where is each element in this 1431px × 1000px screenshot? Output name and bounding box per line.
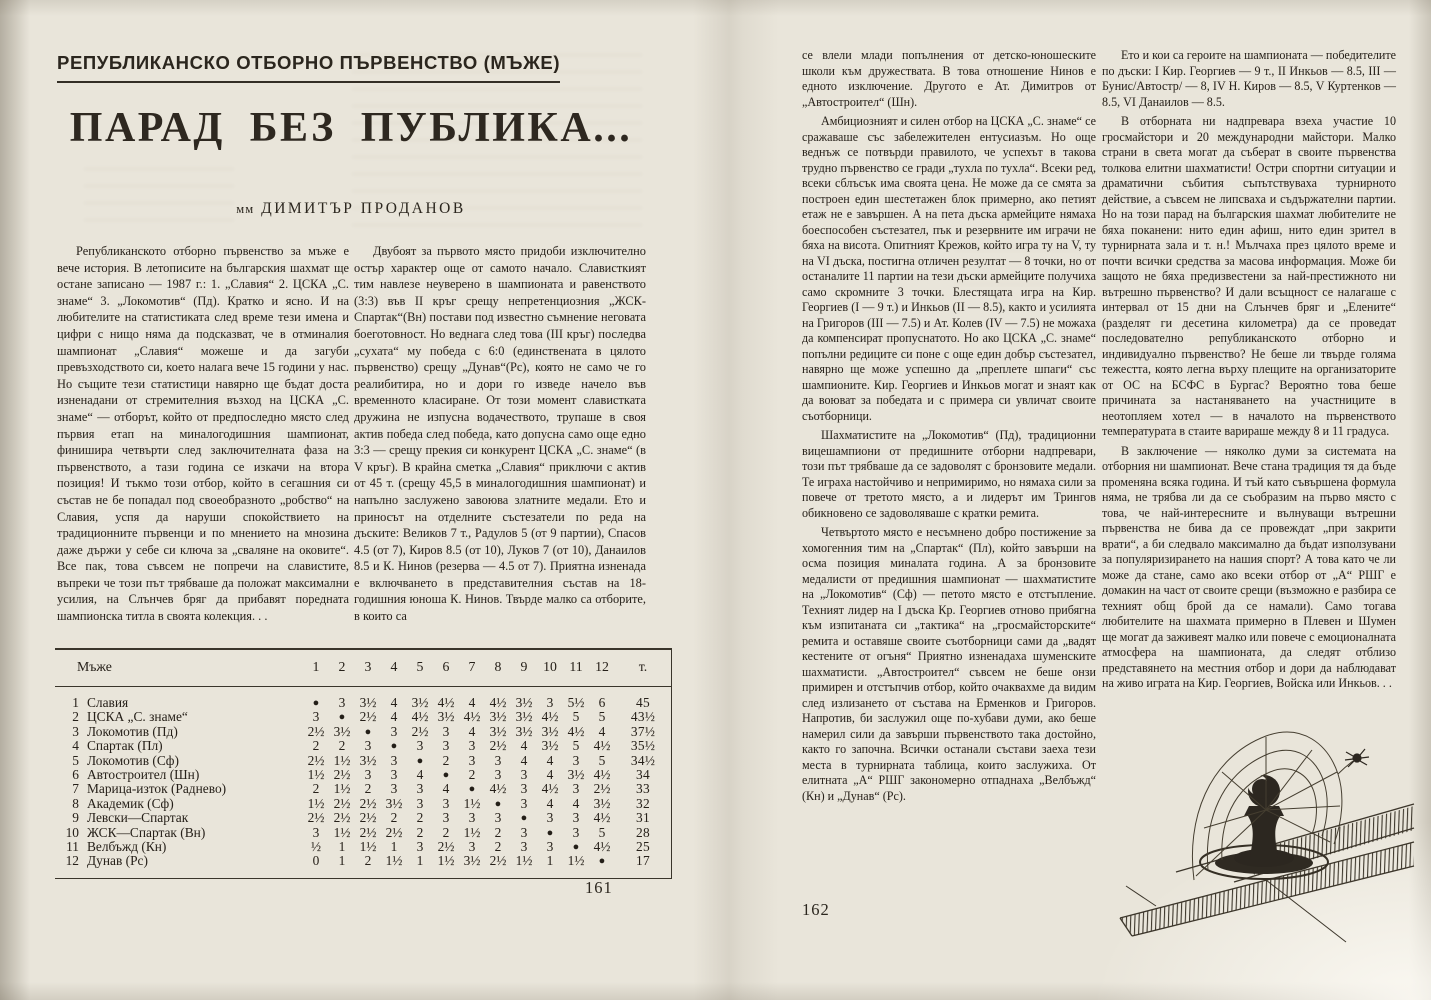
team-name-cell bbox=[55, 754, 303, 768]
score-cell: 3 bbox=[494, 810, 502, 826]
score-cell: 5½ bbox=[567, 695, 585, 710]
score-cell: 4½ bbox=[411, 709, 429, 725]
team-name-cell bbox=[55, 826, 303, 840]
score-cell: 4½ bbox=[541, 781, 559, 797]
team-name: ЦСКА „С. знаме“ bbox=[87, 709, 188, 725]
score-cell: 3½ bbox=[515, 695, 533, 710]
team-name: Славия bbox=[87, 695, 129, 710]
score-cell: 3 bbox=[442, 810, 450, 826]
right-page-column-2 bbox=[1102, 48, 1396, 692]
self-game-dot: ● bbox=[598, 855, 606, 868]
score-cell: 2½ bbox=[359, 810, 377, 826]
total-points-cell: 25 bbox=[636, 839, 650, 855]
table-row bbox=[55, 768, 672, 782]
score-cell: 3 bbox=[520, 767, 528, 783]
score-cell: 3 bbox=[468, 839, 476, 855]
scan-edge-shadow-bottom bbox=[0, 982, 1431, 1000]
total-points-cell: 45 bbox=[636, 695, 650, 710]
score-cell: 3 bbox=[520, 839, 528, 855]
team-name: Марица-изток (Раднево) bbox=[87, 781, 227, 797]
paragraph: В отборната ни надпревара взеха участие 10 гросмайстори и 20 международни майстори. Малко страни в света могат да съберат в своите първенства толкова елитни шахматисти! Остри спортни ситуации и драматични събития съпътствуваха турнирното действие, а съвсем не липсваха и съдържателни партии. Но на този парад на българския шахмат любителите не бяха поканени: нито един афиш, нито един зрител в турнирната зала и т. н.! Мълчаха през цялото време и почти всички средства за масова информация. Може би защото не бяха предизвестени за най-престижното ни вътрешно първенство? И дали всъщност се налагаше с интервал от 15 дни на Слънчев бряг и „Елените“ (разделят ги десетина километра) да се проведат последователно републиканското отборно и индивидуално първенство? Не беше ли твърде голяма тежестта, която легна върху плещите на организаторите от ОС на БСФС в Бургас? Вероятно това беше причината за настаняването на участниците в неотопляем хотел — в началото на първенството температурата в стаите варираше между 8 и 11 градуса. bbox=[1102, 114, 1396, 438]
score-cell: 3½ bbox=[333, 723, 351, 739]
column-header-round: 8 bbox=[485, 649, 511, 687]
score-cell: 2½ bbox=[489, 853, 507, 869]
total-points-cell: 35½ bbox=[630, 738, 656, 754]
pawn-cobweb-illustration bbox=[1116, 710, 1418, 944]
team-name-cell bbox=[55, 710, 303, 724]
column-header-round: 11 bbox=[563, 649, 589, 687]
team-name-cell bbox=[55, 797, 303, 811]
total-points-cell: 31 bbox=[636, 810, 650, 826]
team-name-cell bbox=[55, 840, 303, 854]
score-cell: ½ bbox=[310, 839, 322, 855]
score-cell: 1 bbox=[338, 853, 346, 869]
results-table-wrap bbox=[55, 648, 672, 879]
team-position: 4 bbox=[72, 738, 79, 754]
score-cell: 3 bbox=[312, 824, 320, 840]
score-cell: 3 bbox=[442, 723, 450, 739]
team-name-cell bbox=[55, 687, 303, 711]
score-cell: 1 bbox=[390, 839, 398, 855]
score-cell: 4 bbox=[546, 767, 554, 783]
team-position: 12 bbox=[65, 853, 79, 869]
score-cell: 3½ bbox=[541, 723, 559, 739]
team-position: 9 bbox=[72, 810, 79, 826]
column-header-round: 10 bbox=[537, 649, 563, 687]
score-cell: 3½ bbox=[541, 738, 559, 754]
score-cell: 4 bbox=[546, 752, 554, 768]
column-header-round: 6 bbox=[433, 649, 459, 687]
team-name: Локомотив (Пд) bbox=[87, 723, 178, 739]
score-cell: 3 bbox=[416, 839, 424, 855]
column-header-round: 12 bbox=[589, 649, 615, 687]
team-position: 7 bbox=[72, 781, 79, 797]
total-points-cell: 37½ bbox=[630, 723, 656, 739]
team-position: 3 bbox=[72, 723, 79, 739]
score-cell: 3 bbox=[442, 738, 450, 754]
score-cell: 4 bbox=[390, 709, 398, 725]
score-cell: 3 bbox=[364, 738, 372, 754]
total-points-cell: 43½ bbox=[630, 709, 656, 725]
score-cell: 4½ bbox=[593, 767, 611, 783]
scan-edge-shadow-top bbox=[0, 0, 1431, 16]
score-cell: 3 bbox=[416, 738, 424, 754]
team-name-cell bbox=[55, 768, 303, 782]
team-position: 10 bbox=[65, 824, 79, 840]
score-cell: 1 bbox=[416, 853, 424, 869]
column-header-round: 9 bbox=[511, 649, 537, 687]
score-cell: 3 bbox=[494, 767, 502, 783]
column-header-teams: Мъже bbox=[55, 649, 303, 687]
table-row bbox=[55, 782, 672, 796]
score-cell: 1½ bbox=[463, 795, 481, 811]
score-cell: 3½ bbox=[463, 853, 481, 869]
score-cell: 3½ bbox=[385, 795, 403, 811]
column-header-round: 4 bbox=[381, 649, 407, 687]
score-cell: 3 bbox=[312, 709, 320, 725]
score-cell: 2 bbox=[416, 810, 424, 826]
paragraph: Шахматистите на „Локомотив“ (Пд), традиционни вицешампиони от предишните отборни надпревари, този път трябваше да се задоволят с бронзовите медали. Те играха настойчиво и непримиримо, но нямаха сили за повече от третото място, а и лидерът им Трингов обикновено се задоволяваше с кратки ремита. bbox=[802, 428, 1096, 520]
paragraph: Амбициозният и силен отбор на ЦСКА „С. знаме“ се сражаваше със забележителен ентусиазъм. Но още веднъж се потвърди правилото, че успехът в такова трудно първенство се гради „тухла по тухла“. Всеки ред, всеки сблъсък има своята цена. Не може да се смята за построен един шестетажен блок примерно, ако петият етаж не е завършен. А на пета дъска армейците нямаха боеспособен състезател, пък и резервните им играчи не бяха на висота. Опитният Крежов, който игра ту на V, ту на VI дъска, постигна отличен резултат — 8 точки, но от останалите 11 партии на тези дъски армейците получиха само скромните 3 точки. Блестящата игра на Кир. Георгиев (I — 9 т.) и Инкьов (II — 8.5), както и усилията на Григоров (III — 7.5) и Ат. Колев (IV — 7.5) не можаха да компенсират пропуснатото. Но ако ЦСКА „С. знаме“ попълни редиците си поне с още един добър състезател, навярно ще може успешно да „преплете шпаги“ със шампионите. Кир. Георгиев и Инкьов могат и знаят как да воюват за победата и с примера си увличат своите съотборници. bbox=[802, 114, 1096, 423]
score-cell: 4½ bbox=[593, 738, 611, 754]
score-cell: 4 bbox=[468, 723, 476, 739]
team-name-cell bbox=[55, 782, 303, 796]
score-cell: 2½ bbox=[411, 723, 429, 739]
team-name: ЖСК—Спартак (Вн) bbox=[87, 824, 206, 840]
score-cell: 1½ bbox=[567, 853, 585, 869]
total-points-cell: 34 bbox=[636, 767, 650, 783]
score-cell: 6 bbox=[598, 695, 606, 710]
score-cell: 4½ bbox=[567, 723, 585, 739]
self-game-dot: ● bbox=[416, 754, 424, 767]
score-cell: 4½ bbox=[489, 695, 507, 710]
score-cell: 1½ bbox=[437, 853, 455, 869]
total-points-cell: 28 bbox=[636, 824, 650, 840]
team-name: Велбъжд (Кн) bbox=[87, 839, 167, 855]
section-kicker: РЕПУБЛИКАНСКО ОТБОРНО ПЪРВЕНСТВО (МЪЖЕ) bbox=[57, 52, 560, 83]
score-cell: 3½ bbox=[437, 709, 455, 725]
self-game-dot: ● bbox=[468, 783, 476, 796]
total-points-cell: 17 bbox=[636, 853, 650, 869]
score-cell: 2 bbox=[364, 781, 372, 797]
score-cell: 2 bbox=[416, 824, 424, 840]
table-header-row bbox=[55, 649, 672, 687]
score-cell: 3½ bbox=[515, 709, 533, 725]
score-cell: 3 bbox=[520, 795, 528, 811]
score-cell: 1½ bbox=[307, 767, 325, 783]
score-cell: 3 bbox=[416, 781, 424, 797]
total-points-cell: 32 bbox=[636, 795, 650, 811]
score-cell: 2½ bbox=[333, 795, 351, 811]
paragraph: се влели млади попълнения от детско-юношеските школи към дружествата. В това отношение Нинов е едното изключение. Другото е Ат. Димитров от „Автостроител“ (Шн). bbox=[802, 48, 1096, 109]
score-cell: 2½ bbox=[437, 839, 455, 855]
score-cell: 5 bbox=[598, 824, 606, 840]
score-cell: 3 bbox=[390, 723, 398, 739]
table-row bbox=[55, 710, 672, 724]
results-table bbox=[55, 648, 672, 879]
table-row bbox=[55, 725, 672, 739]
score-cell: 1½ bbox=[515, 853, 533, 869]
score-cell: 5 bbox=[572, 738, 580, 754]
team-name-cell bbox=[55, 739, 303, 753]
page-gutter-shadow bbox=[693, 0, 779, 1000]
team-position: 6 bbox=[72, 767, 79, 783]
score-cell: 2½ bbox=[333, 767, 351, 783]
paragraph: Републиканското отборно първенство за мъже е вече история. В летописите на българския шахмат ще остане записано — 1987 г.: 1. „Славия“ 2. ЦСКА „С. знаме“ 3. „Локомотив“ (Пд). Кратко и ясно. И на любителите на статистиката след време тези имена и цифри с нищо няма да подсказват, че в отминалия шампионат „Славия“ можеше и да загуби превъзходството си, което налага вече 15 години у нас. Но същите тези статистици навярно ще бъдат доста изненадани от стремителния възход на ЦСКА „С. знаме“ — отборът, който от предпоследно място след първия етап на миналогодишния шампионат, финишира четвърти след заключителната фаза на първенството, а тази година се изкачи на втора позиция! И тъкмо този отбор, който в сегашния си състав не бе попадал под своеобразното „робство“ на Славия, успя да наруши спокойствието на традиционните първенци и по мнението на мнозина даже държи у себе си ключа за „сваляне на оковите“. Все пак, това съвсем не попречи на славистите, въпреки че този път трябваше да положат максимални усилия, на Слънчев бряг да прибавят поредната шампионска титла в своята колекция. . . bbox=[57, 244, 349, 624]
score-cell: 3½ bbox=[567, 767, 585, 783]
score-cell: 2½ bbox=[307, 810, 325, 826]
score-cell: 4½ bbox=[489, 781, 507, 797]
chess-pawn bbox=[1234, 775, 1294, 867]
table-row bbox=[55, 811, 672, 825]
score-cell: 2½ bbox=[359, 795, 377, 811]
score-cell: 3½ bbox=[489, 709, 507, 725]
score-cell: 3 bbox=[468, 752, 476, 768]
score-cell: 1½ bbox=[359, 839, 377, 855]
score-cell: 5 bbox=[598, 752, 606, 768]
score-cell: 2 bbox=[442, 752, 450, 768]
team-name-cell bbox=[55, 725, 303, 739]
score-cell: 2½ bbox=[307, 752, 325, 768]
table-row bbox=[55, 687, 672, 711]
score-cell: 3 bbox=[416, 795, 424, 811]
score-cell: 1½ bbox=[333, 824, 351, 840]
score-cell: 3 bbox=[390, 752, 398, 768]
score-cell: 4½ bbox=[541, 709, 559, 725]
team-name-cell bbox=[55, 854, 303, 878]
self-game-dot: ● bbox=[390, 740, 398, 753]
score-cell: 2½ bbox=[359, 709, 377, 725]
left-page-column-2 bbox=[354, 243, 646, 625]
score-cell: 2½ bbox=[333, 810, 351, 826]
score-cell: 4 bbox=[468, 695, 476, 710]
score-cell: 0 bbox=[312, 853, 320, 869]
byline-title-prefix: мм bbox=[236, 202, 255, 216]
score-cell: 2½ bbox=[307, 723, 325, 739]
score-cell: 4 bbox=[520, 738, 528, 754]
score-cell: 2½ bbox=[593, 781, 611, 797]
byline-author-name: ДИМИТЪР ПРОДАНОВ bbox=[261, 200, 466, 217]
score-cell: 2 bbox=[312, 781, 320, 797]
score-cell: 3 bbox=[442, 795, 450, 811]
table-row bbox=[55, 797, 672, 811]
score-cell: 2 bbox=[390, 810, 398, 826]
paragraph: Ето и кои са героите на шампионата — победителите по дъски: I Кир. Георгиев — 9 т., II Инкьов — 8.5, III — Бунис/Автостр/ — 8, IV Н. Киров — 8.5, V Куртенков — 8.5, VI Данаилов — 8.5. bbox=[1102, 48, 1397, 109]
score-cell: 5 bbox=[598, 709, 606, 725]
article-title: ПАРАД БЕЗ ПУБЛИКА... bbox=[69, 105, 633, 151]
score-cell: 3½ bbox=[411, 695, 429, 710]
paragraph: Четвъртото място е несъмнено добро постижение за хомогенния тим на „Спартак“ (Пл), който завърши на осма позиция миналата година. А за бронзовите медалисти от предишния шампионат — шахматистите на „Локомотив“ (Сф) — петото място е отстъпление. Техният лидер на I дъска Кр. Георгиев отново прибягна към изпитаната си „тактика“ на „гросмайсторските“ ремита и оставяше своите съотборници сами да „вадят кестените от огъня“ Приятно изненадаха шуменските шахматисти. „Автостроител“ съвсем не беше онзи примирен и отстъпчив отбор, който очаквахме да видим след излизането от състава на Ерменков и Григоров. Напротив, би заслужил още по-хубави думи, ако беше намерил сили да завърши първенството така достойно, както го започна. Всички останали състави заеха тези места в турнирната таблица, които заслужиха. От елитната „А“ РШГ закономерно отпаднаха „Велбъжд“ (Кн) и „Дунав“ (Рс). bbox=[802, 525, 1096, 803]
score-cell: 1 bbox=[338, 839, 346, 855]
self-game-dot: ● bbox=[546, 826, 554, 839]
score-cell: 2½ bbox=[359, 824, 377, 840]
team-position: 5 bbox=[72, 752, 79, 768]
team-name: Спартак (Пл) bbox=[87, 738, 163, 754]
column-header-round: 3 bbox=[355, 649, 381, 687]
score-cell: 4 bbox=[416, 767, 424, 783]
byline bbox=[57, 200, 645, 218]
table-row bbox=[55, 754, 672, 768]
score-cell: 2 bbox=[312, 738, 320, 754]
team-position: 8 bbox=[72, 795, 79, 811]
score-cell: 3½ bbox=[593, 795, 611, 811]
score-cell: 1½ bbox=[463, 824, 481, 840]
score-cell: 3 bbox=[572, 781, 580, 797]
score-cell: 3½ bbox=[489, 723, 507, 739]
table-row bbox=[55, 826, 672, 840]
score-cell: 3 bbox=[546, 695, 554, 710]
table-row bbox=[55, 739, 672, 753]
score-cell: 2 bbox=[338, 738, 346, 754]
score-cell: 3 bbox=[520, 781, 528, 797]
score-cell: 1 bbox=[546, 853, 554, 869]
paragraph: Двубоят за първото място придоби изключително остър характер още от самото начало. Слависткият тим навлезе неуверено в шампионата и равенството (3:3) във II кръг срещу непретенциозния „ЖСК-Спартак“(Вн) постави под известно съмнение неговата боеготовност. Но веднага след това (III кръг) последва „сухата“ му победа с 6:0 (единствената в цялото първенство) срещу „Дунав“(Рс), която не само че го реалибитира, но и дори го изведе начело във временното класиране. От този момент славистката дружина не изпусна водачеството, трупаше в своя актив победа след победа, като допусна само още едно 3:3 — срещу прекия си конкурент ЦСКА „С. знаме“ (в V кръг). В крайна сметка „Славия“ приключи с актив от 45 т. (срещу 45,5 в миналогодишния шампионат) и напълно заслужено завоюва златните медали. Ето и приносът на отделните състезатели по реда на дъските: Великов 7 т., Радулов 5 (от 9 партии), Спасов 4.5 (от 7), Киров 8.5 (от 10), Луков 7 (от 10), Данаилов 8.5 и К. Нинов (резерва — 4.5 от 7). Приятна изненада е включването в представителния състав на 18-годишния юноша К. Нинов. Твърде малко са отборите, в които са bbox=[354, 244, 646, 624]
team-name: Дунав (Рс) bbox=[87, 853, 148, 869]
score-cell: 4 bbox=[390, 695, 398, 710]
score-cell: 2 bbox=[468, 767, 476, 783]
score-cell: 3 bbox=[364, 767, 372, 783]
score-cell: 1½ bbox=[333, 752, 351, 768]
score-cell: 4 bbox=[572, 795, 580, 811]
team-name: Локомотив (Сф) bbox=[87, 752, 179, 768]
self-game-dot: ● bbox=[572, 841, 580, 854]
score-cell: 4 bbox=[546, 795, 554, 811]
score-cell: 2½ bbox=[489, 738, 507, 754]
score-cell: 3 bbox=[546, 810, 554, 826]
score-cell: 4 bbox=[520, 752, 528, 768]
score-cell: 3½ bbox=[359, 695, 377, 710]
column-header-round: 7 bbox=[459, 649, 485, 687]
score-cell: 4½ bbox=[593, 810, 611, 826]
score-cell: 1½ bbox=[307, 795, 325, 811]
team-name: Автостроител (Шн) bbox=[87, 767, 200, 783]
score-cell: 3 bbox=[572, 810, 580, 826]
column-header-round: 1 bbox=[303, 649, 329, 687]
score-cell: 3½ bbox=[359, 752, 377, 768]
column-header-total: т. bbox=[615, 649, 672, 687]
score-cell: 3 bbox=[390, 781, 398, 797]
table-row bbox=[55, 840, 672, 854]
score-cell: 3 bbox=[468, 810, 476, 826]
score-cell: 2 bbox=[494, 824, 502, 840]
right-page-column-1 bbox=[802, 48, 1096, 804]
score-cell: 2 bbox=[364, 853, 372, 869]
score-cell: 4 bbox=[442, 781, 450, 797]
score-cell: 3 bbox=[338, 695, 346, 710]
score-cell: 3 bbox=[546, 839, 554, 855]
page-number-right: 162 bbox=[802, 900, 830, 919]
score-cell: 3 bbox=[572, 752, 580, 768]
total-points-cell: 33 bbox=[636, 781, 650, 797]
score-cell: 4½ bbox=[463, 709, 481, 725]
column-header-round: 5 bbox=[407, 649, 433, 687]
page-number-left: 161 bbox=[585, 878, 613, 897]
self-game-dot: ● bbox=[442, 769, 450, 782]
self-game-dot: ● bbox=[520, 812, 528, 825]
table-row bbox=[55, 854, 672, 878]
column-header-round: 2 bbox=[329, 649, 355, 687]
total-points-cell: 34½ bbox=[630, 752, 656, 768]
team-name: Академик (Сф) bbox=[87, 795, 174, 811]
self-game-dot: ● bbox=[312, 697, 320, 709]
team-name-cell bbox=[55, 811, 303, 825]
score-cell: 3 bbox=[390, 767, 398, 783]
team-name: Левски—Спартак bbox=[87, 810, 189, 826]
score-cell: 1½ bbox=[333, 781, 351, 797]
team-position: 2 bbox=[72, 709, 79, 725]
score-cell: 4½ bbox=[437, 695, 455, 710]
score-cell: 4 bbox=[598, 723, 606, 739]
score-cell: 3 bbox=[468, 738, 476, 754]
team-position: 11 bbox=[66, 839, 79, 855]
scan-edge-shadow-left bbox=[0, 0, 30, 1000]
self-game-dot: ● bbox=[364, 725, 372, 738]
score-cell: 3 bbox=[494, 752, 502, 768]
paragraph: В заключение — няколко думи за системата на отборния ни шампионат. Вече стана традиция тя да бъде променяна всяка година. И тъй като съвършена формула няма, не трябва ли да се съобразим на първо място с това, че най-интересните и вълнуващи вътрешни първенства не бива да се провеждат „при закрити врати“, а би следвало максимално да бъдат използувани за популяризирането на нашия спорт? А това като че ли може да стане, само ако всеки отбор от „А“ РШГ е домакин на част от своите срещи (възможно е разбира се техният общ брой да се намали). Само тогава любителите на шахмата примерно в Плевен и Шумен ще могат да заживеят малко или повече с емоционалната атмосфера на шампионата, да следят отблизо представянето на местния отбор и дори да наблюдават на живо играта на Кир. Георгиев, Войска или Инкьов. . . bbox=[1102, 443, 1396, 690]
score-cell: 2½ bbox=[385, 824, 403, 840]
self-game-dot: ● bbox=[338, 711, 346, 724]
left-page-column-1 bbox=[57, 243, 349, 625]
score-cell: 5 bbox=[572, 709, 580, 725]
score-cell: 3 bbox=[572, 824, 580, 840]
team-position: 1 bbox=[72, 695, 79, 710]
score-cell: 4½ bbox=[593, 839, 611, 855]
score-cell: 3½ bbox=[515, 723, 533, 739]
self-game-dot: ● bbox=[494, 797, 502, 810]
score-cell: 2 bbox=[494, 839, 502, 855]
score-cell: 1½ bbox=[385, 853, 403, 869]
score-cell: 3 bbox=[520, 824, 528, 840]
score-cell: 2 bbox=[442, 824, 450, 840]
